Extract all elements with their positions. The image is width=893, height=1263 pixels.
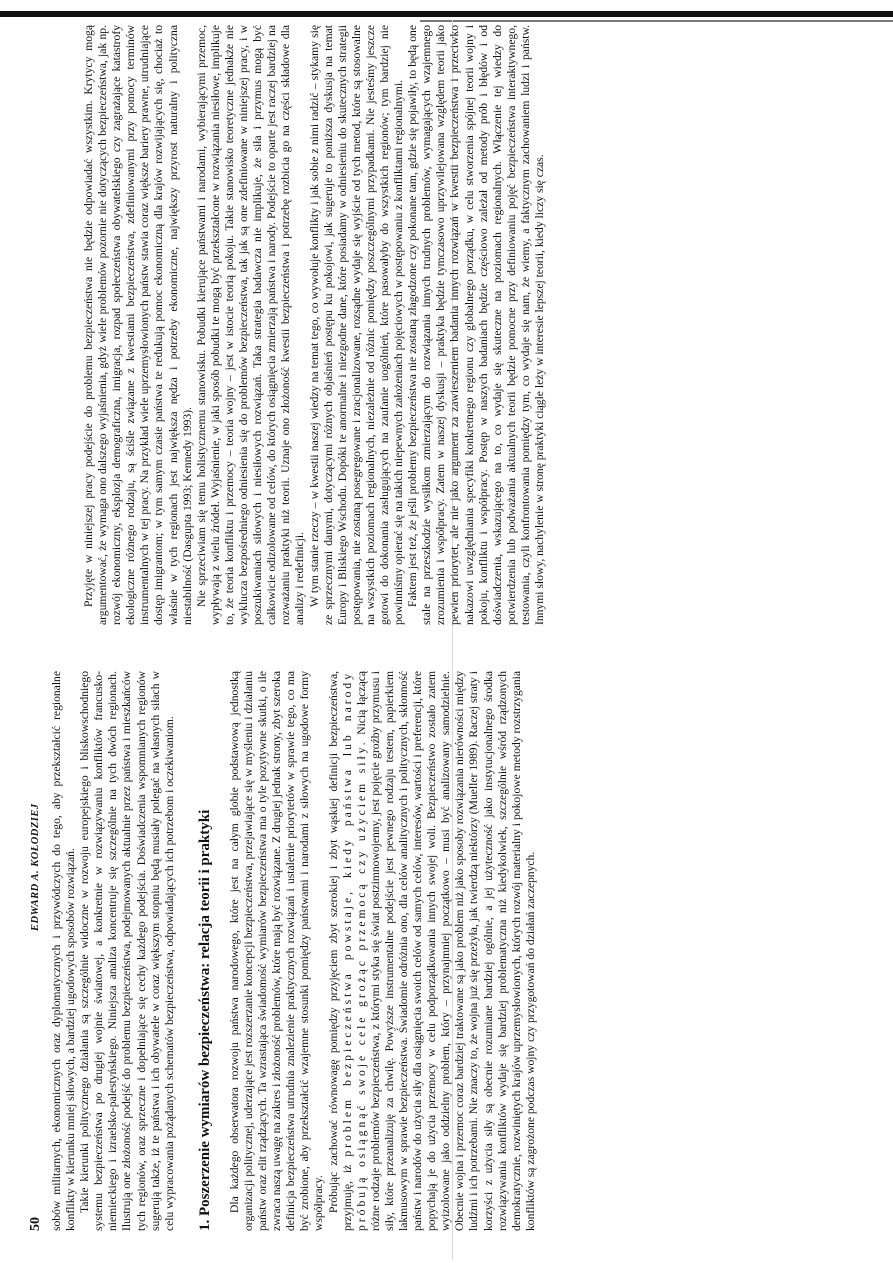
paragraph: Faktem jest też, że jeśli problemy bezpieczeństwa nie zostaną złagodzone czy pokonane tam, gdzie się pojawiły, to będą one stale na przeszkodzie wysiłkom zmierzającym do rozwiązania innych trudnych problemów, wymagających wzajemnego zrozumienia i współpracy. Zatem w naszej dyskusji – praktyka będzie tymczasowo uprzywilejowana względem teorii jako pewien priorytet, ale nie jako argument za zawieszeniem badania innych rozwiązań w kwestii bezpieczeństwa i przeciwko nakazowi uwzględniania specyfiki konkretnego regionu czy globalnego porządku, w celu stworzenia spójnej teorii wojny i pokoju, konfliktu i współpracy. Postęp w naszych badaniach będzie częściowo zależał od metody prób i błędów i od doświadczenia, wskazującego na to, co wydaje się skuteczne na poziomach regionalnych. Włączenie tej wiedzy do potwierdzenia lub podważania aktualnych teorii będzie pomocne przy definiowaniu pojęć bezpieczeństwa interaktywnego, testowania, czyli konfrontowania pomiędzy tym, co wydaje się nam, że wiemy, a faktycznym zachowaniem ludzi i państw. Innymi słowy, nachylenie w stronę praktyki ciągle leży w interesie lepszej teorii, kiedy liczy się czas. (406, 25, 546, 625)
author-header: EDWARD A. KOŁODZIEJ (30, 803, 41, 931)
page-number: 50 (28, 1217, 43, 1231)
paragraph (327, 671, 538, 1231)
paragraph: Takie kierunki politycznego działania są szczególnie widoczne w rozwoju europejskiego i bliskowschodniego systemu bezpieczeństwa po drugiej wojnie światowej, a konkretnie w rozwiązywaniu konfliktów francusko-niemieckiego i izraelsko-palestyńskiego. Niniejsza analiza koncentruje się szczególnie na tych dwóch regionach. Ilustrują one złożoność podejść do problemu bezpieczeństwa, podejmowanych aktualnie przez państwa i mieszkańców tych regionów, oraz sprzeczne i dopełniające się cechy każdego podejścia. Doświadczenia wspomnianych regionów sugerują także, iż te państwa i ich obywatele w coraz większym stopniu będą musiały polegać na własnych siłach w celu wypracowania pożądanych schematów bezpieczeństwa, odpowiadających ich potrzebom i oczekiwaniom. (78, 671, 176, 1231)
rotated-book-page (20, 10, 885, 1245)
paragraph: Dla każdego obserwatora rozwoju państwa narodowego, które jest na całym globie podstawową jednostką organizacji politycznej, uderzające jest rozszerzanie koncepcji bezpieczeństwa, przejawiające się w myśleniu i działaniu państw oraz elit rządzących. Ta wzrastająca świadomość wymiarów bezpieczeństwa ma o tyle pozytywne skutki, o ile zwraca naszą uwagę na zakres i złożoność problemów, które mają być rozwiązane. Z drugiej jednak strony, zbyt szeroka definicja bezpieczeństwa utrudnia znalezienie praktycznych rozwiązań i ustalenie priorytetów w sprawie tego, co ma być zrobione, aby przekształcić wzajemne stosunki pomiędzy państwami i narodami z siłowych na ugodowe formy współpracy. (227, 671, 326, 1231)
spaced-emphasis-text: problem bezpieczeństwa powstaje, kiedy państwa lub narody próbują osiągnąć swoje cele grożąc przemocą czy użyciem siły. (340, 671, 368, 1231)
paragraph: W tym stanie rzeczy – w kwestii naszej wiedzy na temat tego, co wywołuje konflikty i jak sobie z nimi radzić – stykamy się ze sprzecznymi danymi, dotyczącymi różnych objaśnień postępu ku pokojowi, jak sugeruje to poniższa dyskusja na temat Europy i Bliskiego Wschodu. Dopóki te anormalne i niezgodne dane, które posiadamy w odniesieniu do skutecznych strategii postępowania, nie zostaną posegregowane i zracjonalizowane, rozsądne wydaje się wyjście od tych metod, które są stosowalne na wszystkich poziomach regionalnych, niezależnie od różnic pomiędzy poszczególnymi przypadkami. Nie jesteśmy jeszcze gotowi do dokonania zasługujących na zaufanie uogólnień, które pasowałyby do wszystkich regionów; tym bardziej nie powinniśmy opierać się na takich niepewnych założeniach pojęciowych w postępowaniu z konfliktami regionalnymi. (307, 25, 406, 625)
paragraph-text: Nicią łączącą różne rodzaje problemów bezpieczeństwa, z którymi styka się świat postzimnowojenny, jest pojęcie groźby przymusu i siły, które przeanalizuję za chwilę. Powyższe instrumentalne podejście jest pewnego rodzaju testem, papierkiem lakmusowym w sprawie bezpieczeństwa. Świadomie odróżnia ono, dla celów analitycznych i politycznych, skłonność państw i narodów do użycia siły dla osiągnięcia swoich celów od samych celów, interesów, wartości i preferencji, które popychają je do użycia przemocy w celu podporządkowania innych swojej woli. Bezpieczeństwo zostało zatem wyizolowane jako oddzielny problem, który – przynajmniej początkowo – musi być analizowany samodzielnie. Obecnie wojna i przemoc coraz bardziej traktowane są jako problem niż jako sposoby rozwiązania nierówności między ludźmi i ich potrzebami. Nie znaczy to, że wojna już się przeżyła, jak twierdzą niektórzy (Mueller 1989). Raczej straty i korzyści z użycia siły są obecnie rozumiane bardziej ogólnie, a jej użyteczność jako instytucjonalnego środka rozwiązywania konfliktów wydaje się bardziej problematyczna niż kiedykolwiek, szczególnie wśród rządzonych demokratycznie, rozwiniętych krajów uprzemysłowionych, których rozwój materialny i pokojowe metody rozstrzygania konfliktów są zagrożone podczas wojny czy przygotowań do działań zaczepnych. (354, 670, 537, 1231)
section-heading: 1. Poszerzenie wymiarów bezpieczeństwa: relacja teorii i praktyki (196, 809, 213, 1231)
paragraph: Przyjęte w niniejszej pracy podejście do problemu bezpieczeństwa nie będzie odpowiadać wszystkim. Krytycy mogą argumentować, że wymaga ono dalszego wyjaśnienia, gdyż wiele problemów pozornie nie dotyczących bezpieczeństwa, jak np. rozwój ekonomiczny, eksplozja demograficzna, imigracja, rozpad społeczeństwa obywatelskiego czy zagrażające katastrofy ekologiczne różnego rodzaju, są ściśle związane z kwestiami bezpieczeństwa, zdefiniowanymi przy pomocy terminów instrumentalnych w tej pracy. Na przykład wiele uprzemysłowionych państw stawia coraz większe bariery prawne, utrudniające dostęp imigrantom; w tym samym czasie państwa te redukują pomoc ekonomiczną dla krajów rozwijających się, chociaż to właśnie w tych regionach jest największa nędza i potrzeby ekonomiczne, największy przyrost naturalny i polityczna niestabilność (Dasgupta 1993; Kennedy 1993). (82, 25, 194, 625)
paragraph: sobów militarnych, ekonomicznych oraz dyplomatycznych i przywódczych do tego, aby przekształcić regionalne konflikty w kierunku mniej siłowych, a bardziej ugodowych sposobów rozwiązań. (50, 671, 78, 1231)
paragraph-text: Próbując zachować równowagę pomiędzy przyjęciem zbyt szerokiej i zbyt wąskiej definicji bezpieczeństwa, przyjmuję, iż (326, 671, 354, 1231)
right-column (82, 25, 547, 625)
left-column (50, 671, 538, 1231)
paragraph: Nie sprzeciwiam się temu holistycznemu stanowisku. Pobudki kierujące państwami i narodami, wybierającymi przemoc, wypływają z wielu źródeł. Wyjaśnienie, w jaki sposób pobudki te mogą być przekształcone w rozwiązania niesiłowe, implikuje to, że teoria konfliktu i przemocy – teoria wojny – jest w istocie teorią pokoju. Takie stanowisko teoretyczne jednakże nie wyklucza bezpośredniego odniesienia się do problemów bezpieczeństwa, tak jak są one zdefiniowane w niniejszej pracy, i w poszukiwaniach siłowych i niesiłowych rozwiązań. Taka strategia badawcza nie implikuje, że siła i przymus mogą być całkowicie odizolowane od celów, do których osiągnięcia zmierzają państwa i narody. Podejście to oparte jest raczej bardziej na rozważaniu praktyki niż teorii. Uznaje ono złożoność kwestii bezpieczeństwa i potrzebę rozbicia go na części składowe dla analizy i redefinicji. (194, 25, 307, 625)
